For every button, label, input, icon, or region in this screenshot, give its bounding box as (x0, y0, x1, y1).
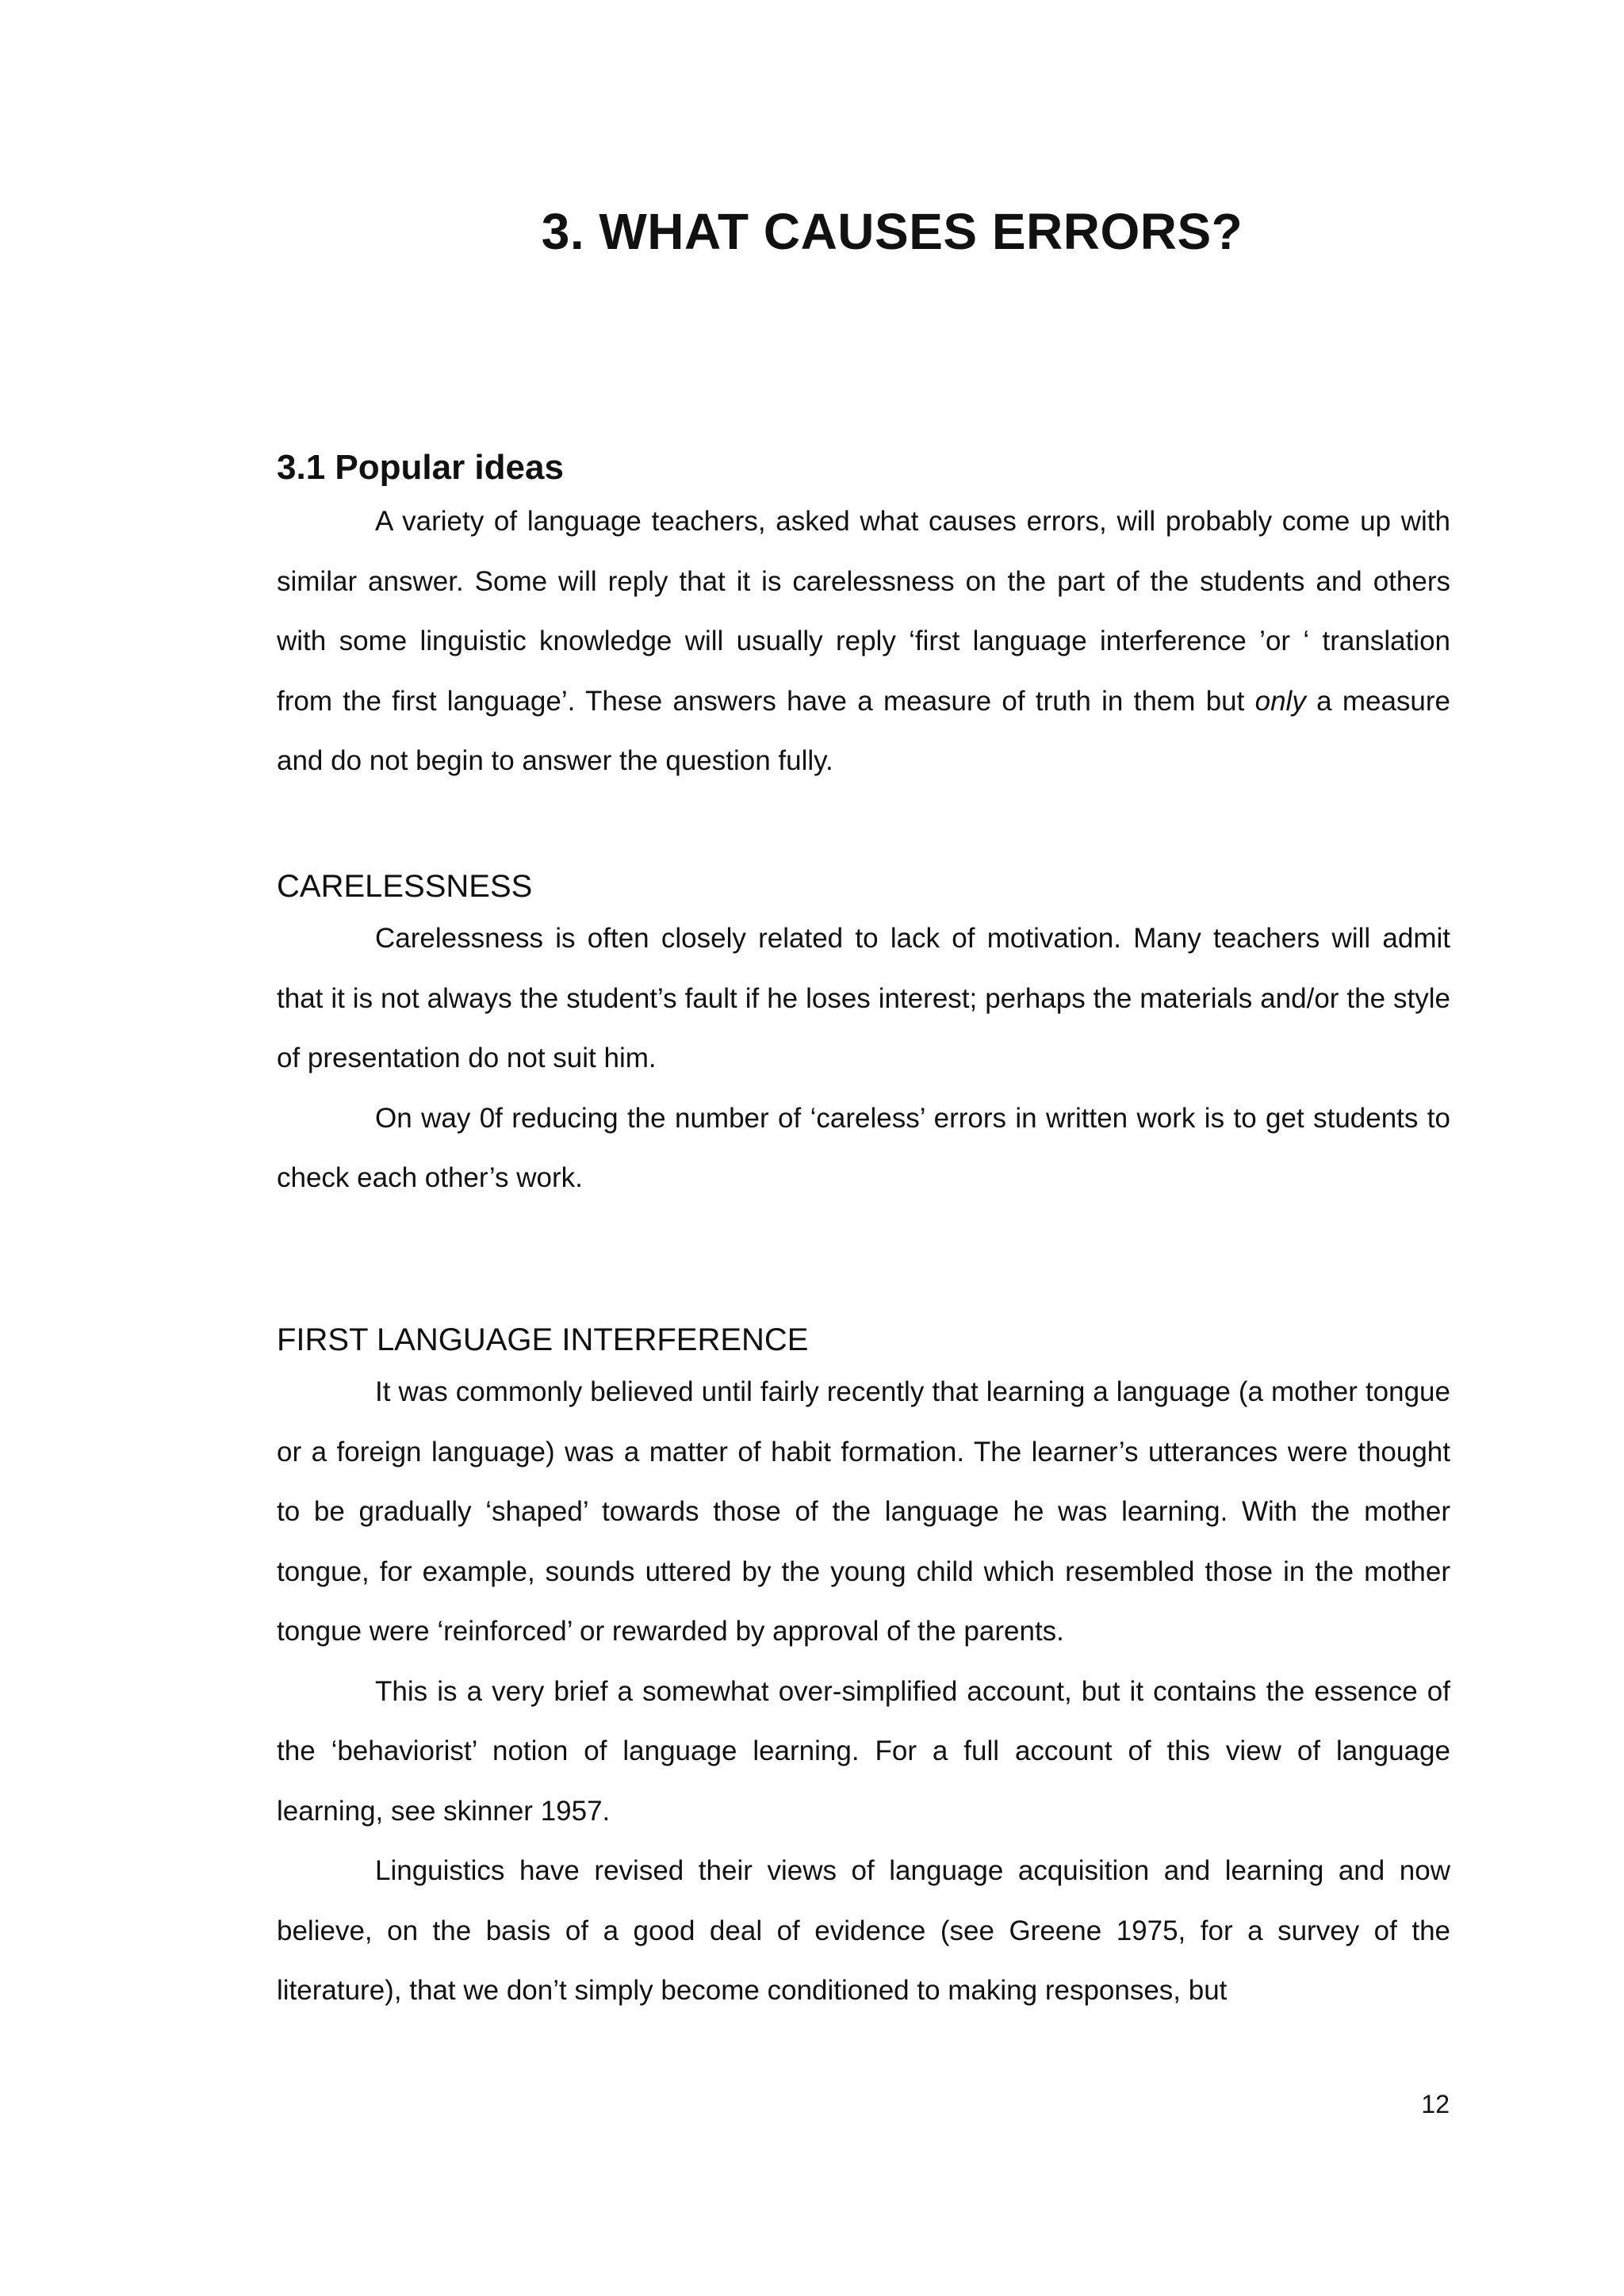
paragraph-text: A variety of language teachers, asked what causes errors, will probably come up with similar answer. Some will reply that it is carelessness on the part of the students and others with some linguistic knowledge will usually reply ‘first language interference ’or ‘ translation from the first language’. These answers have a measure of truth in them but (277, 506, 1450, 717)
paragraph: On way 0f reducing the number of ‘careless’ errors in written work is to get students to check each other’s work. (277, 1102, 1450, 1193)
section-heading: 3.1 Popular ideas (277, 448, 564, 487)
page-number: 12 (1421, 2090, 1450, 2118)
paragraph: Carelessness is often closely related to lack of motivation. Many teachers will admit that it is not always the student’s fault if he loses interest; perhaps the materials and/or the style of presentation do not suit him. (277, 923, 1450, 1073)
section-popular-ideas (277, 444, 1450, 791)
paragraph (277, 492, 1450, 791)
sub-heading: CARELESSNESS (277, 869, 533, 904)
section-carelessness (277, 864, 1450, 1208)
emphasis-text: only (1254, 685, 1306, 717)
paragraph: It was commonly believed until fairly recently that learning a language (a mother tongue or a foreign language) was a matter of habit formation. The learner’s utterances were thought to be gradually ‘shaped’ towards those of the language he was learning. With the mother tongue, for example, sounds uttered by the young child which resembled those in the mother tongue were ‘reinforced’ or rewarded by approval of the parents. (277, 1376, 1450, 1647)
paragraph-text: a measure and do not begin to answer the question fully. (277, 685, 1450, 776)
section-first-language-interference (277, 1318, 1450, 2021)
paragraph: Linguistics have revised their views of language acquisition and learning and now believe, on the basis of a good deal of evidence (see Greene 1975, for a survey of the literature), that we don’t simply become conditioned to making responses, but (277, 1855, 1450, 2006)
chapter-title: 3. WHAT CAUSES ERRORS? (541, 203, 1243, 260)
sub-heading: FIRST LANGUAGE INTERFERENCE (277, 1322, 809, 1357)
paragraph: This is a very brief a somewhat over-simplified account, but it contains the essence of the ‘behaviorist’ notion of language learning. For a full account of this view of language learning, see skinner 1957. (277, 1675, 1450, 1827)
